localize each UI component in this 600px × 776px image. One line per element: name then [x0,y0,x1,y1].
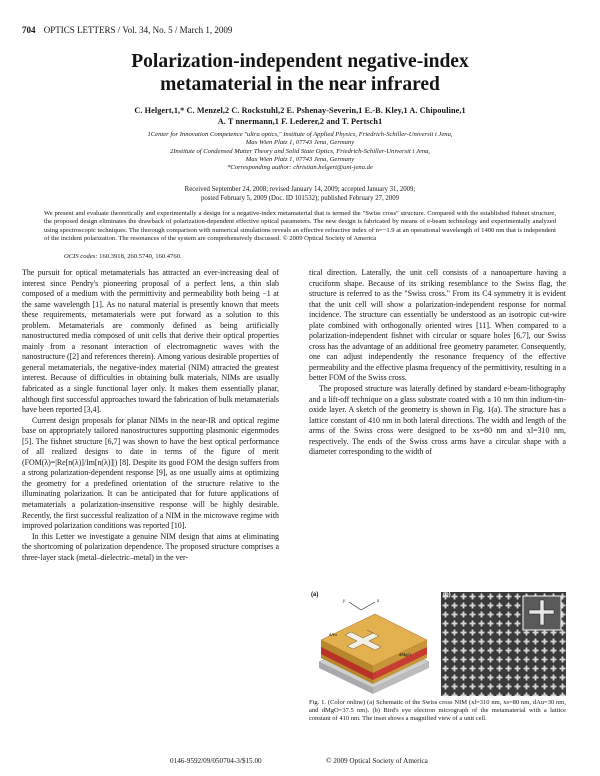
title-line: Polarization-independent negative-index [131,51,469,72]
affiliation-line: Max Wien Platz 1, 07743 Jena, Germany [245,139,355,147]
axis-label-y: y [343,599,346,604]
dates-line: Received September 24, 2008; revised January 14, 2009; accepted January 31, 2009; [184,186,416,193]
figure-1 [309,592,566,740]
axis-label-x: x [377,599,380,604]
panel-label-a: (a) [311,592,319,598]
paper-title [40,50,560,96]
ocis-codes [64,253,182,260]
corresponding-author: *Corresponding author: christian.helgert@uni-jena.de [227,164,373,172]
author-line: C. Helgert,1,* C. Menzel,2 C. Rockstuhl,2 E. Pshenay-Severin,1 E.-B. Kley,1 A. Chipouline,1 [134,106,466,115]
label-dau: dAu [329,632,337,637]
page-number: 704 [22,25,36,35]
body-paragraph: tical direction. Laterally, the unit cell consists of a nanoaperture having a cruciform shape. Because of its striking resemblance to the Swiss flag, the structure is referred to as the "Swiss cross." From its C4 symmetry it is evident that the unit cell will show a polarization-independent response for normal incidence. The structure can essentially be understood as an isotropic cut-wire plate combined with orthogonally oriented wires [11]. When compared to a polarization-independent fishnet with circular or square holes [6,7], our Swiss cross has the advantage of an additional free geometry parameter. Consequently, one can adjust independently the resonance frequency of the effective permeability and the effective plasma frequency of the permittivity, resulting in a better FOM of the Swiss cross. [309,268,566,383]
author-line: A. T nnermann,1 F. Lederer,2 and T. Pertsch1 [217,116,383,126]
affiliation-line: 2Institute of Condensed Matter Theory and Solid State Optics, Friedrich-Schiller-Universit t Jena, [169,147,431,155]
label-dmgo: dMgO [399,652,411,657]
swiss-cross-schematic [309,592,437,696]
body-paragraph: The proposed structure was laterally defined by standard e-beam-lithography and a lift-off technique on a glass substrate coated with a 10 nm thin indium-tin-oxide layer. A sketch of the geometry is shown in Fig. 1(a). The structure has a lattice constant of 410 nm in both lateral directions. The width and length of the arms of the Swiss cross were designed to be xs=80 nm and xl=310 nm, respectively. The ends of the Swiss cross arms have a circular shape with a diameter corresponding to the width of [309,384,566,457]
affiliations [40,131,560,172]
abstract: We present and evaluate theoretically and experimentally a design for a negative-index metamaterial that is termed the "Swiss cross" structure. Compared with the established fishnet structure, the proposed design eliminates the drawback of polarization-dependent effective optical parameters. The new design is fabricated by means of e-beam technology and experimentally analyzed using spectroscopic techniques. The thorough comparison with numerical simulations reveals an effective refractive index of n=−1.9 at an operational wavelength of 1400 nm that is independent of the incident polarization. The resonances of the system are comprehensively discussed. © 2009 Optical Society of America [44,210,556,243]
publication-dates [40,186,560,203]
figure-panel-b [441,592,566,696]
affiliation-line: Max Wien Platz 1, 07743 Jena, Germany [245,155,355,163]
journal-citation: OPTICS LETTERS / Vol. 34, No. 5 / March 1, 2009 [43,25,233,35]
figure-panel-a [309,592,437,696]
body-paragraph: The pursuit for optical metamaterials has attracted an ever-increasing deal of interest since Pendry's pioneering proposal of a perfect lens, a thin slab composed of a medium with the permittivity and permeability both being −1 at the same wavelength [1]. As no natural material is presently known that meets these requirements, metamaterials were put forward as a solution to this problem. Metamaterials are commonly defined as being artificially nanostructured media composed of unit cells that derive their optical properties mainly from a resonant interaction of electromagnetic waves with the nanostructure ([2] and references therein). Among various desirable properties of general metamaterials, the negative-index material (NIM) attracted the greatest interest. Because of difficulties in obtaining bulk materials, NIMs are usually fabricated as a single functional layer only. It makes them essentially planar, although first successful approaches toward the fabrication of bulk metamaterials have been reported [3,4]. [22,268,279,415]
ocis-values: 160.3918, 260.5740, 160.4760. [99,253,182,260]
body-paragraph: Current design proposals for planar NIMs in the near-IR and optical regime base on appropriately tailored nanostructures supporting plasmonic eigenmodes [5]. The fishnet structure [6,7] was shown to have the best optical performance of all realized designs to date in terms of the figure of merit (FOM(λ)=|Re[n(λ)]/Im[n(λ)]|) [8]. Despite its good FOM the design suffers from a strong polarization-dependent response [9], as one usually aims at optimizing the geometry for a predefined orientation of the structure relative to the illuminating polarization. It can be anticipated that for future applications of metamaterials a polarization-insensitive response will be highly desirable. Recently, the first successful realization of a NIM in the microwave regime with improved polarization conditions was reported [10]. [22,415,279,531]
figure-caption: Fig. 1. (Color online) (a) Schematic of the Swiss cross NIM (xl=310 nm, xs=80 nm, dAu=30 nm, and dMgO=37.5 nm). (b) Bird's eye electron micrograph of the metamaterial with a lattice constant of 410 nm. The inset shows a magnified view of a unit cell. [309,699,566,723]
author-list [40,106,560,127]
body-column-left [22,268,279,563]
ocis-label: OCIS codes: [64,253,98,260]
body-paragraph: In this Letter we investigate a genuine NIM design that aims at eliminating the shortcoming of polarization dependence. The proposed structure comprises a three-layer stack (metal–dielectric–metal) in the ver- [22,531,279,562]
affiliation-line: 1Center for Innovation Competence "ultra optics," Institute of Applied Physics, Friedrich-Schiller-Universit t Jena, [147,131,453,138]
body-column-right [309,268,566,458]
electron-micrograph [441,592,566,696]
running-header [22,25,578,35]
dates-line: posted February 5, 2009 (Doc. ID 101532); published February 27, 2009 [200,194,400,202]
panel-label-b: (b) [443,592,451,598]
article-code: 0146-9592/09/050704-3/$15.00 [170,757,262,765]
copyright: © 2009 Optical Society of America [326,757,428,765]
title-line: metamaterial in the near infrared [160,74,440,95]
